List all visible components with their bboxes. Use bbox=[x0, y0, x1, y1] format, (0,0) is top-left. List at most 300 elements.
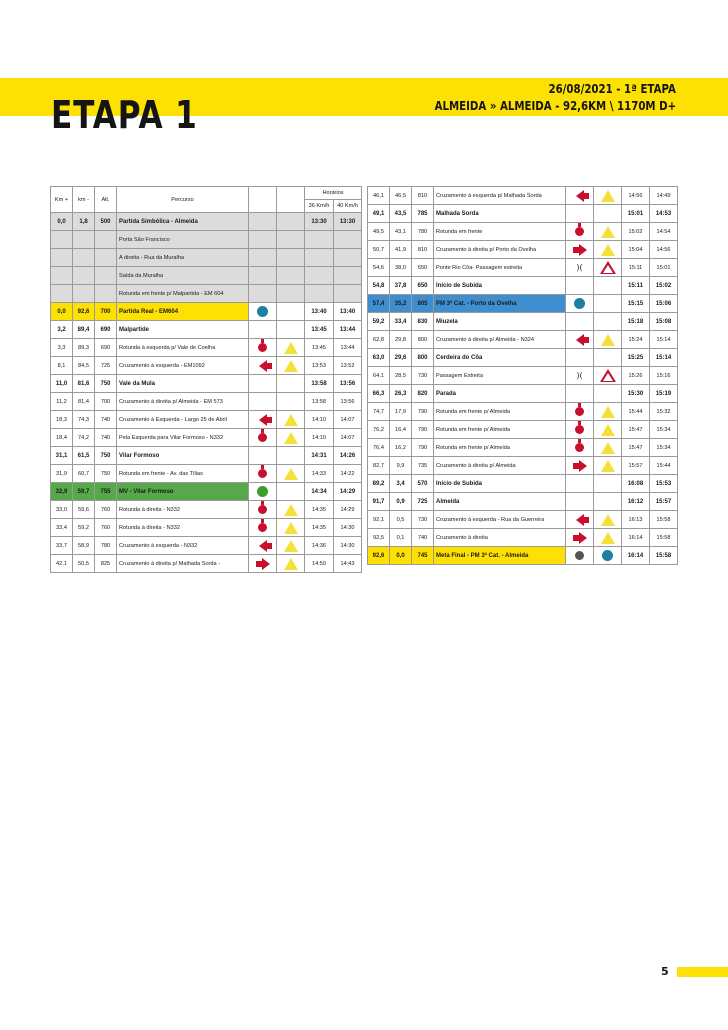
narrow-bridge-icon: )( bbox=[576, 263, 583, 272]
turn-right-arrow-icon bbox=[579, 532, 587, 544]
cell-icon bbox=[566, 295, 594, 313]
cell-percurso: Rotunda à direita - N332 bbox=[117, 519, 249, 537]
cell-altitude: 800 bbox=[412, 349, 434, 367]
cell-time-40: 14:43 bbox=[334, 555, 362, 573]
cell-km-plus bbox=[51, 285, 73, 303]
cell-km-minus: 81,6 bbox=[73, 375, 95, 393]
table-row bbox=[368, 475, 678, 493]
cell-icon bbox=[566, 313, 594, 331]
cell-icon bbox=[594, 457, 622, 475]
cell-percurso: Início de Subida bbox=[434, 475, 566, 493]
cell-km-minus: 74,3 bbox=[73, 411, 95, 429]
cell-altitude: 790 bbox=[412, 421, 434, 439]
stage-route: ALMEIDA » ALMEIDA - 92,6KM \ 1170M D+ bbox=[434, 99, 676, 113]
cell-icon bbox=[566, 493, 594, 511]
turn-right-arrow-icon bbox=[579, 460, 587, 472]
table-row bbox=[51, 447, 362, 465]
cell-time-40 bbox=[334, 249, 362, 267]
cell-km-minus: 46,5 bbox=[390, 187, 412, 205]
cell-time-36: 15:24 bbox=[622, 331, 650, 349]
table-row bbox=[368, 241, 678, 259]
cell-percurso: Cruzamento à direita p/ Almeida bbox=[434, 457, 566, 475]
cell-km-plus: 0,0 bbox=[51, 213, 73, 231]
turn-left-arrow-icon bbox=[259, 540, 267, 552]
turn-right-arrow-icon bbox=[579, 244, 587, 256]
cell-km-minus: 84,5 bbox=[73, 357, 95, 375]
cell-altitude: 730 bbox=[412, 511, 434, 529]
cell-icon bbox=[594, 277, 622, 295]
header-icon-col bbox=[277, 187, 305, 213]
roundabout-icon bbox=[575, 227, 584, 236]
cell-time-40: 15:34 bbox=[650, 421, 678, 439]
cell-km-minus: 29,6 bbox=[390, 349, 412, 367]
cell-time-40: 15:53 bbox=[650, 475, 678, 493]
caution-triangle-icon bbox=[284, 558, 298, 570]
cell-time-40: 13:44 bbox=[334, 339, 362, 357]
turn-right-arrow-icon bbox=[262, 558, 270, 570]
turn-left-arrow-icon bbox=[259, 414, 267, 426]
cell-icon bbox=[249, 285, 277, 303]
caution-triangle-icon bbox=[284, 342, 298, 354]
cell-altitude: 730 bbox=[412, 367, 434, 385]
cell-altitude: 780 bbox=[412, 223, 434, 241]
cell-icon bbox=[594, 385, 622, 403]
cell-icon bbox=[566, 367, 594, 385]
cell-icon bbox=[277, 555, 305, 573]
caution-triangle-icon bbox=[284, 522, 298, 534]
cell-km-plus: 59,2 bbox=[368, 313, 390, 331]
cell-altitude: 830 bbox=[412, 313, 434, 331]
cell-km-plus: 62,8 bbox=[368, 331, 390, 349]
table-row bbox=[368, 511, 678, 529]
cell-percurso: Cruzamento à direita p/ Almeida - N324 bbox=[434, 331, 566, 349]
table-row bbox=[368, 457, 678, 475]
cell-icon bbox=[594, 511, 622, 529]
cell-icon bbox=[566, 421, 594, 439]
cell-km-minus: 89,4 bbox=[73, 321, 95, 339]
table-row bbox=[368, 349, 678, 367]
cell-altitude: 820 bbox=[412, 385, 434, 403]
cell-time-36: 15:18 bbox=[622, 313, 650, 331]
cell-time-40: 15:14 bbox=[650, 349, 678, 367]
cell-km-minus bbox=[73, 231, 95, 249]
cell-time-36: 16:14 bbox=[622, 547, 650, 565]
cell-altitude: 750 bbox=[95, 375, 117, 393]
cell-km-plus: 18,3 bbox=[51, 411, 73, 429]
cell-icon bbox=[594, 439, 622, 457]
cell-time-40: 14:30 bbox=[334, 519, 362, 537]
cell-km-plus: 11,0 bbox=[51, 375, 73, 393]
cell-time-36: 15:26 bbox=[622, 367, 650, 385]
cell-percurso: Cruzamento à direita p/ Almeida - EM 573 bbox=[117, 393, 249, 411]
turn-left-arrow-icon bbox=[576, 514, 584, 526]
cell-icon bbox=[566, 475, 594, 493]
table-row bbox=[51, 411, 362, 429]
cell-icon bbox=[277, 213, 305, 231]
cell-km-minus bbox=[73, 267, 95, 285]
cell-altitude: 690 bbox=[95, 339, 117, 357]
cell-percurso: Rotunda em frente - Av. das Tílias bbox=[117, 465, 249, 483]
cell-time-36: 14:35 bbox=[305, 501, 334, 519]
cell-time-36: 14:50 bbox=[305, 555, 334, 573]
cell-time-36: 15:01 bbox=[622, 205, 650, 223]
cell-km-plus: 91,7 bbox=[368, 493, 390, 511]
cell-km-plus: 0,0 bbox=[51, 303, 73, 321]
cell-km-minus: 81,4 bbox=[73, 393, 95, 411]
cell-time-36: 15:44 bbox=[622, 403, 650, 421]
cell-percurso: MV - Vilar Formoso bbox=[117, 483, 249, 501]
narrow-bridge-icon: )( bbox=[576, 371, 583, 380]
roadbook-table-left bbox=[50, 186, 362, 573]
cell-time-40: 13:44 bbox=[334, 321, 362, 339]
cell-icon bbox=[249, 213, 277, 231]
cell-altitude: 725 bbox=[412, 493, 434, 511]
cell-altitude: 810 bbox=[412, 187, 434, 205]
cell-km-minus: 89,3 bbox=[73, 339, 95, 357]
cell-altitude: 800 bbox=[412, 331, 434, 349]
cell-icon bbox=[594, 259, 622, 277]
page-number-bar bbox=[677, 967, 728, 977]
caution-triangle-icon bbox=[601, 406, 615, 418]
cell-time-40: 15:06 bbox=[650, 295, 678, 313]
cell-altitude: 780 bbox=[95, 537, 117, 555]
roundabout-icon bbox=[575, 425, 584, 434]
cell-icon bbox=[277, 231, 305, 249]
cell-icon bbox=[594, 547, 622, 565]
cell-km-plus: 89,2 bbox=[368, 475, 390, 493]
cell-icon bbox=[249, 501, 277, 519]
cell-percurso: Passagem Estreita bbox=[434, 367, 566, 385]
cell-percurso: Rotunda em frente p/ Malpartida - EM 604 bbox=[117, 285, 249, 303]
cell-icon bbox=[249, 321, 277, 339]
cell-time-40: 15:44 bbox=[650, 457, 678, 475]
cell-icon bbox=[594, 187, 622, 205]
caution-triangle-icon bbox=[284, 360, 298, 372]
cell-km-plus: 8,1 bbox=[51, 357, 73, 375]
cell-altitude: 690 bbox=[95, 321, 117, 339]
caution-triangle-icon bbox=[601, 442, 615, 454]
cell-icon bbox=[249, 519, 277, 537]
cell-time-36: 13:58 bbox=[305, 375, 334, 393]
cell-time-36: 13:53 bbox=[305, 357, 334, 375]
cell-time-36: 16:14 bbox=[622, 529, 650, 547]
cell-time-40: 15:34 bbox=[650, 439, 678, 457]
cell-altitude: 725 bbox=[95, 357, 117, 375]
cell-km-minus: 0,0 bbox=[390, 547, 412, 565]
table-row bbox=[368, 187, 678, 205]
cell-icon bbox=[277, 519, 305, 537]
cell-km-minus: 28,5 bbox=[390, 367, 412, 385]
cell-km-plus: 74,7 bbox=[368, 403, 390, 421]
table-row bbox=[51, 501, 362, 519]
cell-percurso: Cruzamento à Esquerda - Largo 25 de Abril bbox=[117, 411, 249, 429]
table-row bbox=[368, 295, 678, 313]
cell-km-minus: 0,1 bbox=[390, 529, 412, 547]
cell-percurso: Almeida bbox=[434, 493, 566, 511]
cell-time-36: 14:10 bbox=[305, 411, 334, 429]
cell-time-40: 15:58 bbox=[650, 529, 678, 547]
cell-km-plus: 18,4 bbox=[51, 429, 73, 447]
cell-percurso: Parada bbox=[434, 385, 566, 403]
cell-km-plus: 63,0 bbox=[368, 349, 390, 367]
table-row bbox=[368, 205, 678, 223]
cell-percurso: Rotunda em frente p/ Almeida bbox=[434, 421, 566, 439]
cell-km-plus: 31,9 bbox=[51, 465, 73, 483]
cell-icon bbox=[594, 493, 622, 511]
table-row bbox=[368, 403, 678, 421]
cell-percurso: Cruzamento à esquerda - N332 bbox=[117, 537, 249, 555]
cell-altitude: 700 bbox=[95, 303, 117, 321]
cell-time-40: 15:58 bbox=[650, 511, 678, 529]
cell-km-plus bbox=[51, 249, 73, 267]
table-row bbox=[51, 465, 362, 483]
cell-icon bbox=[249, 429, 277, 447]
roadbook-table-right bbox=[367, 186, 678, 565]
caution-triangle-icon bbox=[601, 532, 615, 544]
table-row bbox=[51, 321, 362, 339]
cell-icon bbox=[566, 511, 594, 529]
cell-icon bbox=[277, 501, 305, 519]
roundabout-icon bbox=[258, 433, 267, 442]
caution-triangle-icon bbox=[601, 334, 615, 346]
table-row bbox=[368, 493, 678, 511]
roundabout-icon bbox=[258, 523, 267, 532]
roadbook-right-body bbox=[368, 187, 678, 565]
cell-time-40: 14:56 bbox=[650, 241, 678, 259]
table-row bbox=[51, 429, 362, 447]
cell-percurso: Saída da Muralha bbox=[117, 267, 249, 285]
sprint-badge-icon bbox=[257, 486, 268, 497]
table-row bbox=[368, 439, 678, 457]
cell-km-plus: 92,1 bbox=[368, 511, 390, 529]
cell-altitude bbox=[95, 249, 117, 267]
cell-icon bbox=[594, 331, 622, 349]
cell-altitude: 790 bbox=[412, 439, 434, 457]
header-icon-col bbox=[249, 187, 277, 213]
cell-time-36: 15:02 bbox=[622, 223, 650, 241]
cell-percurso: Malhada Sorda bbox=[434, 205, 566, 223]
cell-km-plus bbox=[51, 231, 73, 249]
table-row bbox=[51, 519, 362, 537]
cell-icon bbox=[594, 205, 622, 223]
cell-time-40: 13:40 bbox=[334, 303, 362, 321]
cell-percurso: Cruzamento à direita bbox=[434, 529, 566, 547]
cell-icon bbox=[594, 475, 622, 493]
cell-km-plus: 49,1 bbox=[368, 205, 390, 223]
caution-triangle-icon bbox=[601, 424, 615, 436]
cell-icon bbox=[249, 303, 277, 321]
cell-icon bbox=[566, 259, 594, 277]
cell-time-36: 15:15 bbox=[622, 295, 650, 313]
cell-time-40: 13:56 bbox=[334, 393, 362, 411]
cell-km-minus: 35,2 bbox=[390, 295, 412, 313]
cell-percurso: Vale da Mula bbox=[117, 375, 249, 393]
cell-time-36: 14:56 bbox=[622, 187, 650, 205]
table-row bbox=[368, 331, 678, 349]
cell-time-40: 14:29 bbox=[334, 483, 362, 501]
cell-km-plus: 92,6 bbox=[368, 547, 390, 565]
table-row bbox=[368, 547, 678, 565]
table-row bbox=[368, 259, 678, 277]
cell-percurso: Malpartide bbox=[117, 321, 249, 339]
cell-time-36: 14:35 bbox=[305, 519, 334, 537]
cell-time-36: 14:36 bbox=[305, 537, 334, 555]
cell-km-minus: 41,9 bbox=[390, 241, 412, 259]
cell-km-minus: 29,8 bbox=[390, 331, 412, 349]
cell-altitude: 785 bbox=[412, 205, 434, 223]
cell-icon bbox=[249, 231, 277, 249]
cell-icon bbox=[249, 483, 277, 501]
table-row bbox=[51, 303, 362, 321]
cell-km-plus: 32,9 bbox=[51, 483, 73, 501]
cell-icon bbox=[277, 303, 305, 321]
cell-time-36: 14:10 bbox=[305, 429, 334, 447]
caution-triangle-icon bbox=[601, 244, 615, 256]
cell-percurso: Vilar Formoso bbox=[117, 447, 249, 465]
warning-sign-icon bbox=[600, 261, 616, 274]
cell-time-40: 14:07 bbox=[334, 411, 362, 429]
cell-icon bbox=[277, 483, 305, 501]
cell-km-minus: 38,0 bbox=[390, 259, 412, 277]
cell-km-plus: 3,3 bbox=[51, 339, 73, 357]
cell-altitude: 740 bbox=[95, 429, 117, 447]
table-row bbox=[51, 375, 362, 393]
cell-km-plus: 82,7 bbox=[368, 457, 390, 475]
table-row bbox=[368, 421, 678, 439]
table-row bbox=[51, 231, 362, 249]
cell-icon bbox=[277, 393, 305, 411]
cell-percurso: Partida Real - EM604 bbox=[117, 303, 249, 321]
cell-icon bbox=[566, 529, 594, 547]
cell-time-40: 15:08 bbox=[650, 313, 678, 331]
cell-icon bbox=[566, 457, 594, 475]
cell-time-36 bbox=[305, 285, 334, 303]
cell-icon bbox=[249, 357, 277, 375]
cell-time-40: 14:53 bbox=[650, 205, 678, 223]
cell-icon bbox=[277, 429, 305, 447]
cell-km-plus: 31,1 bbox=[51, 447, 73, 465]
cell-altitude: 735 bbox=[412, 457, 434, 475]
cell-icon bbox=[249, 393, 277, 411]
roundabout-icon bbox=[258, 505, 267, 514]
roundabout-icon bbox=[258, 469, 267, 478]
cell-icon bbox=[277, 357, 305, 375]
cell-km-plus: 76,2 bbox=[368, 421, 390, 439]
cell-time-40: 15:19 bbox=[650, 385, 678, 403]
cell-icon bbox=[566, 187, 594, 205]
cell-km-minus: 33,4 bbox=[390, 313, 412, 331]
cell-icon bbox=[566, 331, 594, 349]
cell-time-40: 14:29 bbox=[334, 501, 362, 519]
header-speed-40: 40 Km/h bbox=[334, 200, 362, 213]
cell-time-40: 13:56 bbox=[334, 375, 362, 393]
cell-icon bbox=[594, 313, 622, 331]
table-row bbox=[51, 393, 362, 411]
header-percurso: Percurso bbox=[117, 187, 249, 213]
cell-km-minus: 74,2 bbox=[73, 429, 95, 447]
cell-percurso: Cruzamento à direita p/ Porto da Ovelha bbox=[434, 241, 566, 259]
caution-triangle-icon bbox=[601, 460, 615, 472]
cell-km-minus: 50,5 bbox=[73, 555, 95, 573]
cell-time-40: 13:52 bbox=[334, 357, 362, 375]
header-horarios: Horários bbox=[305, 187, 362, 200]
table-row bbox=[51, 267, 362, 285]
cell-icon bbox=[566, 277, 594, 295]
cell-km-minus: 1,8 bbox=[73, 213, 95, 231]
table-row bbox=[51, 339, 362, 357]
cell-km-plus: 76,4 bbox=[368, 439, 390, 457]
cell-icon bbox=[566, 205, 594, 223]
cell-percurso: Cruzamento à esquerda - Rua da Guerreira bbox=[434, 511, 566, 529]
cell-altitude: 650 bbox=[412, 259, 434, 277]
cell-altitude: 755 bbox=[95, 483, 117, 501]
cell-icon bbox=[566, 241, 594, 259]
cell-percurso: Rotunda à esquerda p/ Vale de Coelha bbox=[117, 339, 249, 357]
cell-time-36: 13:45 bbox=[305, 339, 334, 357]
cell-time-36: 15:30 bbox=[622, 385, 650, 403]
cell-icon bbox=[249, 555, 277, 573]
cell-km-minus: 59,7 bbox=[73, 483, 95, 501]
header-km-minus: km - bbox=[73, 187, 95, 213]
cell-time-40: 14:54 bbox=[650, 223, 678, 241]
cell-percurso: Partida Simbólica - Almeida bbox=[117, 213, 249, 231]
turn-left-arrow-icon bbox=[259, 360, 267, 372]
header-altitude: Alt. bbox=[95, 187, 117, 213]
cell-icon bbox=[566, 223, 594, 241]
table-row bbox=[51, 537, 362, 555]
cell-time-36: 15:04 bbox=[622, 241, 650, 259]
cell-percurso: Cruzamento à esquerda p/ Malhada Sorda bbox=[434, 187, 566, 205]
table-row bbox=[368, 313, 678, 331]
cell-km-plus: 33,0 bbox=[51, 501, 73, 519]
cell-icon bbox=[249, 447, 277, 465]
cell-icon bbox=[277, 285, 305, 303]
table-row bbox=[51, 483, 362, 501]
cell-time-36: 15:11 bbox=[622, 277, 650, 295]
cell-time-40 bbox=[334, 231, 362, 249]
cell-altitude: 805 bbox=[412, 295, 434, 313]
cell-time-36: 15:11 bbox=[622, 259, 650, 277]
cell-km-minus: 16,2 bbox=[390, 439, 412, 457]
cell-km-plus: 54,6 bbox=[368, 259, 390, 277]
cell-time-40: 14:26 bbox=[334, 447, 362, 465]
cell-km-minus bbox=[73, 249, 95, 267]
cell-time-40: 14:07 bbox=[334, 429, 362, 447]
table-row bbox=[368, 385, 678, 403]
cell-km-plus: 11,2 bbox=[51, 393, 73, 411]
cell-icon bbox=[594, 529, 622, 547]
cell-km-minus: 37,8 bbox=[390, 277, 412, 295]
cell-percurso: Pela Esquerda para Vilar Formoso - N332 bbox=[117, 429, 249, 447]
cell-km-plus bbox=[51, 267, 73, 285]
cell-km-minus: 0,9 bbox=[390, 493, 412, 511]
cell-icon bbox=[249, 375, 277, 393]
cell-percurso: PM 3ª Cat. - Porto da Ovelha bbox=[434, 295, 566, 313]
cell-percurso: Meta Final - PM 3ª Cat. - Almeida bbox=[434, 547, 566, 565]
roundabout-icon bbox=[575, 407, 584, 416]
cell-icon bbox=[277, 375, 305, 393]
cell-icon bbox=[277, 339, 305, 357]
cell-icon bbox=[566, 439, 594, 457]
mountain-badge-icon bbox=[602, 550, 613, 561]
cell-altitude: 650 bbox=[412, 277, 434, 295]
cell-km-minus: 92,6 bbox=[73, 303, 95, 321]
cell-percurso: Rotunda em frente bbox=[434, 223, 566, 241]
cell-time-36: 14:34 bbox=[305, 483, 334, 501]
cell-km-plus: 64,1 bbox=[368, 367, 390, 385]
cell-km-minus: 16,4 bbox=[390, 421, 412, 439]
roundabout-icon bbox=[258, 343, 267, 352]
